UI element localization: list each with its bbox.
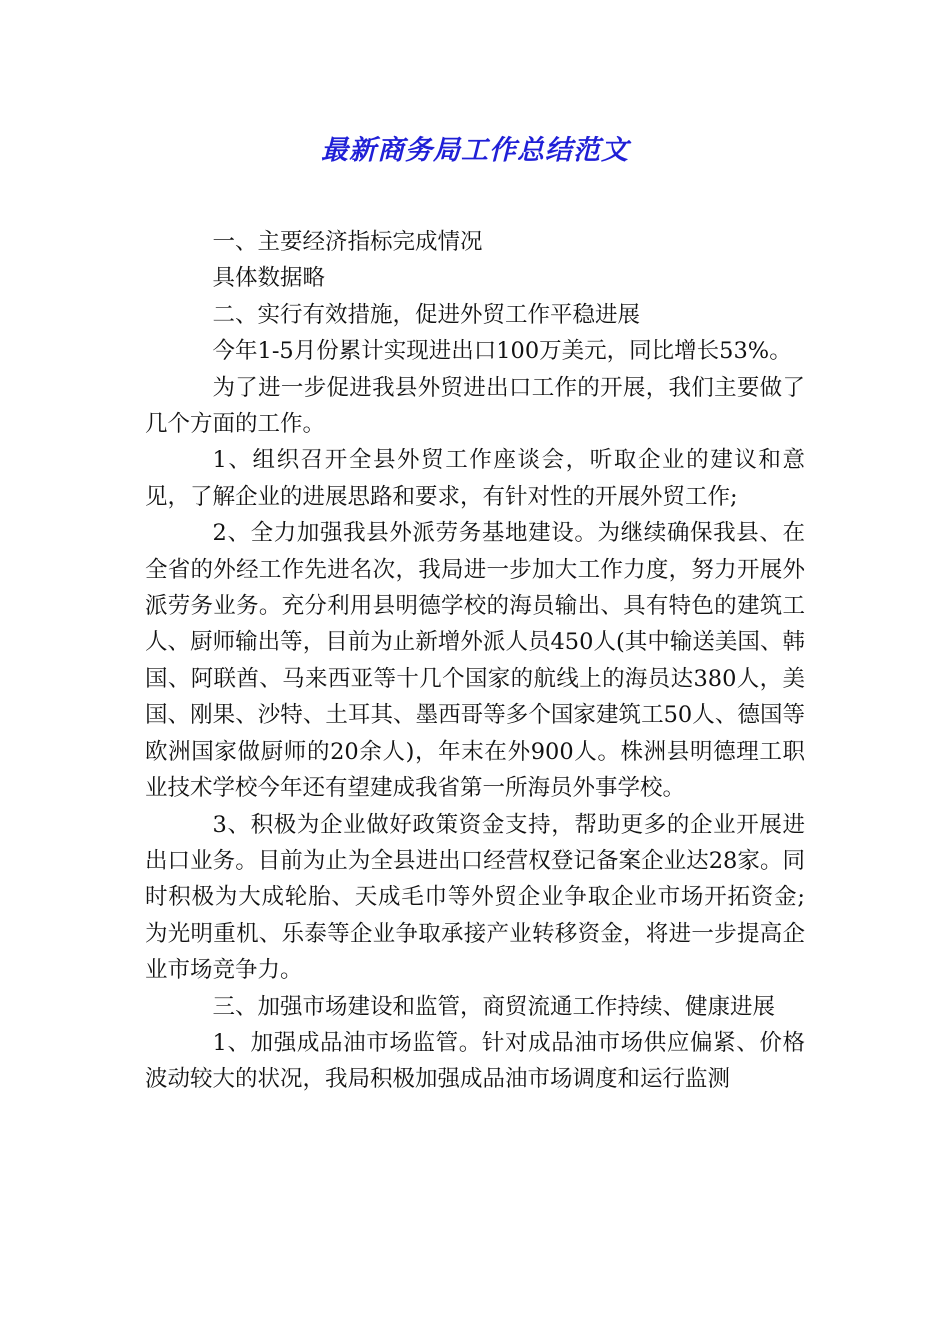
paragraph: 1、组织召开全县外贸工作座谈会，听取企业的建议和意见，了解企业的进展思路和要求，有针对性的开展外贸工作; [145,447,805,510]
paragraph: 3、积极为企业做好政策资金支持，帮助更多的企业开展进出口业务。目前为止为全县进出口经营权登记备案企业达28家。同时积极为大成轮胎、天成毛巾等外贸企业争取企业市场开拓资金;为光明重机、乐泰等企业争取承接产业转移资金，将进一步提高企业市场竞争力。 [145,811,805,984]
paragraph: 二、实行有效措施，促进外贸工作平稳进展 [212,301,641,328]
paragraph: 一、主要经济指标完成情况 [212,229,483,255]
paragraph: 2、全力加强我县外派劳务基地建设。为继续确保我县、在全省的外经工作先进名次，我局进一步加大工作力度，努力开展外派劳务业务。充分利用县明德学校的海员输出、具有特色的建筑工人、厨师输出等，目前为止新增外派人员450人(其中输送美国、韩国、阿联酋、马来西亚等十几个国家的航线上的海员达380人，美国、刚果、沙特、土耳其、墨西哥等多个国家建筑工50人、德国等欧洲国家做厨师的20余人)，年末在外900人。株洲县明德理工职业技术学校今年还有望建成我省第一所海员外事学校。 [145,520,805,802]
paragraph: 具体数据略 [212,265,326,292]
paragraph: 三、加强市场建设和监管，商贸流通工作持续、健康进展 [212,993,776,1020]
document-body [145,224,805,1098]
paragraph: 为了进一步促进我县外贸进出口工作的开展，我们主要做了几个方面的工作。 [145,374,805,438]
paragraph: 1、加强成品油市场监管。针对成品油市场供应偏紧、价格波动较大的状况，我局积极加强成品油市场调度和运行监测 [145,1029,805,1093]
document-title: 最新商务局工作总结范文 [321,135,629,166]
paragraph: 今年1-5月份累计实现进出口100万美元，同比增长53%。 [212,338,792,365]
